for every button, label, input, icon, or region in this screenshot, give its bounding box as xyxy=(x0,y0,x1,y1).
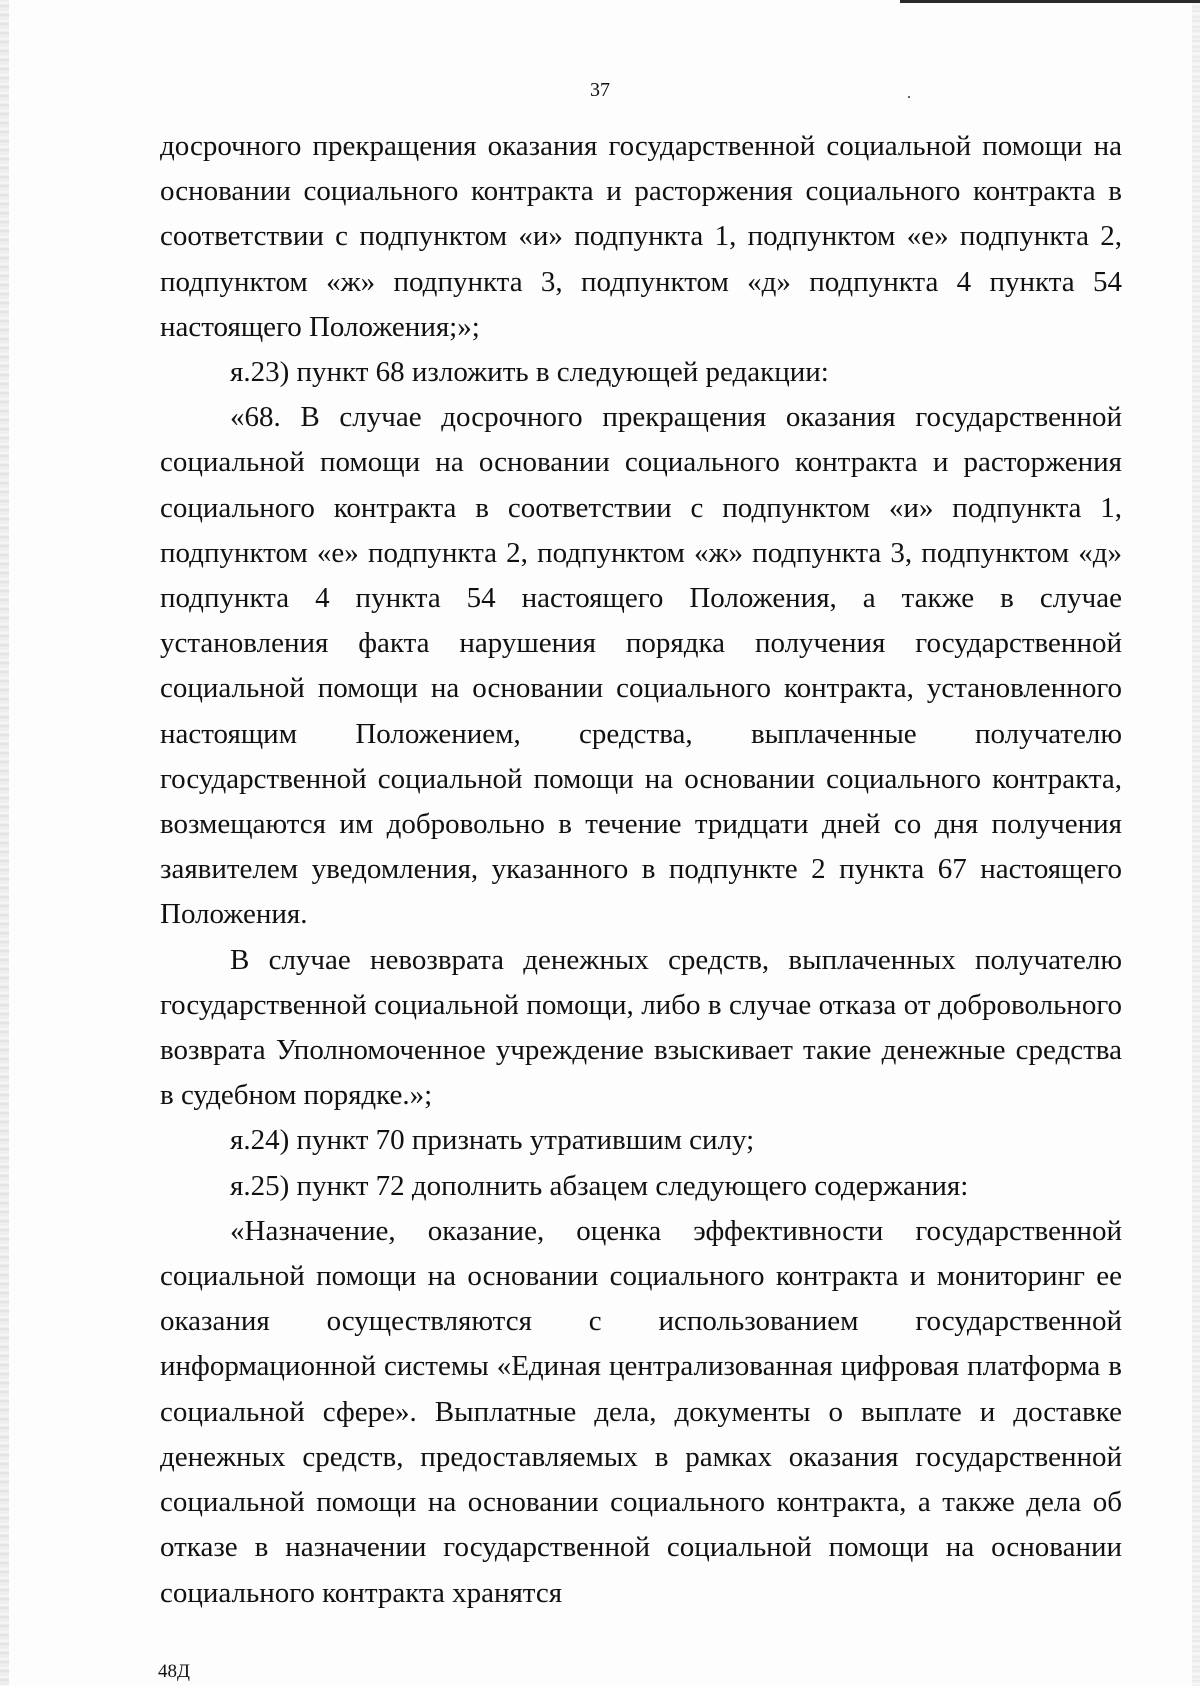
paragraph-new-abstract: «Назначение, оказание, оценка эффективности государственной социальной помощи на основании социального контракта и мониторинг ее оказания осуществляются с использованием государственной информационной системы «Единая централизованная цифровая платформа в социальной сфере». Выплатные дела, документы о выплате и доставке денежных средств, предоставляемых в рамках оказания государственной социальной помощи на основании социального контракта, а также дела об отказе в назначении государственной социальной помощи на основании социального контракта хранятся xyxy=(160,1214,1122,1609)
document-body xyxy=(160,124,1122,1616)
scan-edge-left xyxy=(0,0,9,1686)
footer-code: 48Д xyxy=(158,1661,190,1682)
paragraph-item-ya25: я.25) пункт 72 дополнить абзацем следующего содержания: xyxy=(230,1169,969,1202)
page-number: 37 xyxy=(590,79,610,101)
scan-edge-right xyxy=(1192,0,1200,1686)
paragraph-item-ya24: я.24) пункт 70 признать утратившим силу; xyxy=(230,1124,755,1157)
paragraph-non-return: В случае невозврата денежных средств, выплаченных получателю государственной социальной помощи, либо в случае отказа от добровольного возврата Уполномоченное учреждение взыскивает такие денежные средства в судебном порядке.»; xyxy=(160,943,1122,1112)
paragraph-clause-68: «68. В случае досрочного прекращения оказания государственной социальной помощи на основании социального контракта и расторжения социального контракта в соответствии с подпунктом «и» подпункта 1, подпунктом «е» подпункта 2, подпунктом «ж» подпункта 3, подпунктом «д» подпункта 4 пункта 54 настоящего Положения, а также в случае установления факта нарушения порядка получения государственной социальной помощи на основании социального контракта, установленного настоящим Положением, средства, выплаченные получателю государственной социальной помощи на основании социального контракта, возмещаются им добровольно в течение тридцати дней со дня получения заявителем уведомления, указанного в подпункте 2 пункта 67 настоящего Положения. xyxy=(160,401,1122,931)
paragraph-continuation: досрочного прекращения оказания государственной социальной помощи на основании социального контракта и расторжения социального контракта в соответствии с подпунктом «и» подпункта 1, подпунктом «е» подпункта 2, подпунктом «ж» подпункта 3, подпунктом «д» подпункта 4 пункта 54 настоящего Положения;»; xyxy=(160,130,1122,343)
top-rule-line xyxy=(900,0,1200,3)
paragraph-item-ya23: я.23) пункт 68 изложить в следующей редакции: xyxy=(230,356,829,389)
